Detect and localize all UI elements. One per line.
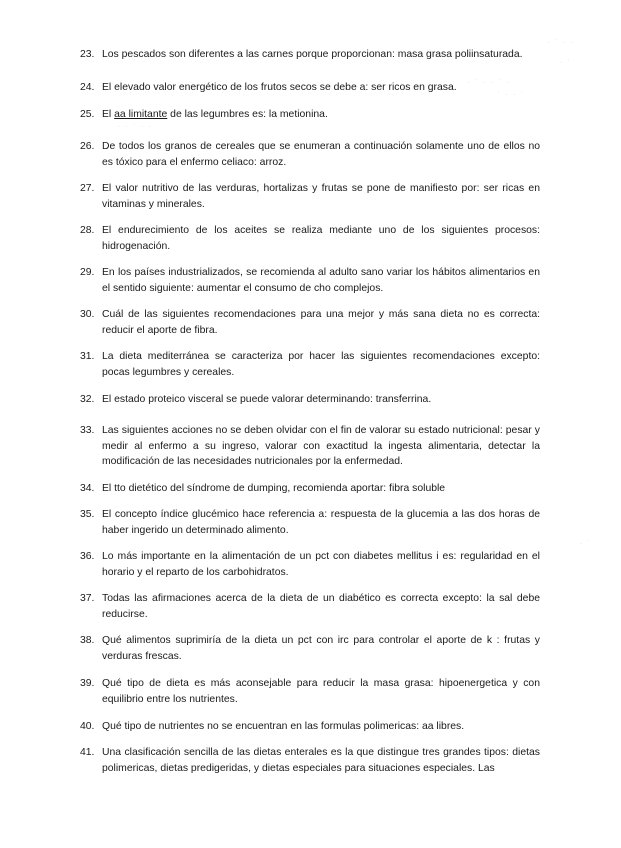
list-item: [80, 47, 540, 63]
scan-speck: · · ˙ · ·: [118, 124, 153, 130]
item-text: Cuál de las siguientes recomendaciones para una mejor y más sana dieta no es correcta: reducir el aporte de fibra.: [102, 309, 540, 336]
item-number: 23.: [80, 49, 95, 60]
scan-speck: · ˙ · · ˙ ·: [468, 80, 511, 86]
item-text: El valor nutritivo de las verduras, hortalizas y frutas se pone de manifiesto por: ser ricas en vitaminas y minerales.: [102, 183, 540, 210]
item-text: Todas las afirmaciones acerca de la dieta de un diabético es correcta excepto: la sal debe reducirse.: [102, 593, 540, 620]
item-text: De todos los granos de cereales que se enumeran a continuación solamente uno de ellos no es tóxico para el enfermo celiaco: arroz.: [102, 141, 540, 168]
list-item: [80, 139, 540, 170]
item-number: 29.: [80, 267, 95, 278]
item-text: Qué tipo de dieta es más aconsejable para reducir la masa grasa: hipoenergetica y con equilibrio entre los nutrientes.: [102, 678, 540, 705]
item-number: 24.: [80, 82, 95, 93]
item-text: Qué alimentos suprimiría de la dieta un pct con irc para controlar el aporte de k : frutas y verduras frescas.: [102, 635, 540, 662]
item-number: 37.: [80, 593, 95, 604]
item-number: 25.: [80, 109, 95, 120]
item-number: 34.: [80, 483, 95, 494]
item-text: El endurecimiento de los aceites se realiza mediante uno de los siguientes procesos: hidrogenación.: [102, 225, 540, 252]
item-text: [102, 107, 540, 123]
item-text: El concepto índice glucémico hace referencia a: respuesta de la glucemia a las dos horas de haber ingerido un determinado alimento.: [102, 509, 540, 536]
item-number: 27.: [80, 183, 95, 194]
list-item: [80, 745, 540, 776]
item-text: La dieta mediterránea se caracteriza por hacer las siguientes recomendaciones excepto: pocas legumbres y cereales.: [102, 351, 540, 378]
list-item: [80, 392, 540, 408]
list-item: [80, 107, 540, 123]
item-text: Las siguientes acciones no se deben olvidar con el fin de valorar su estado nutricional: pesar y medir al enfermo a su ingreso, valorar con exactitud la ingesta alimentaria, detectar la modificación de las necesidades nutricionales por la enfermedad.: [102, 425, 540, 468]
list-item: [80, 719, 540, 735]
item-text: El tto dietético del síndrome de dumping, recomienda aportar: fibra soluble: [102, 483, 446, 494]
item-text-post: de las legumbres es: la metionina.: [167, 109, 328, 120]
list-item: [80, 481, 540, 497]
underlined-term: aa limitante: [114, 109, 168, 120]
list-item: [80, 181, 540, 212]
list-item: [80, 349, 540, 380]
item-number: 41.: [80, 747, 95, 758]
scan-speck: · ˙: [560, 60, 572, 66]
item-text: En los países industrializados, se recomienda al adulto sano variar los hábitos alimentarios en el sentido siguiente: aumentar el consumo de cho complejos.: [102, 267, 540, 294]
item-number: 33.: [80, 425, 95, 436]
scan-speck: ˙ · · ˙: [498, 92, 525, 98]
item-number: 38.: [80, 635, 95, 646]
item-text: Una clasificación sencilla de las dietas enterales es la que distingue tres grandes tipos: dietas polimericas, dietas predigeridas, y dietas especiales para situaciones especiales. Las: [102, 747, 540, 774]
item-number: 28.: [80, 225, 95, 236]
item-text: Qué tipo de nutrientes no se encuentran en las formulas polimericas: aa libres.: [102, 721, 465, 732]
item-number: 36.: [80, 551, 95, 562]
item-number: 32.: [80, 394, 95, 405]
item-number: 35.: [80, 509, 95, 520]
list-item: [80, 633, 540, 664]
list-item: [80, 265, 540, 296]
scan-speck: · ˙ · ·: [548, 40, 575, 46]
list-item: [80, 676, 540, 707]
list-item: [80, 591, 540, 622]
item-text-pre: El: [102, 109, 115, 120]
item-text: Los pescados son diferentes a las carnes porque proporcionan: masa grasa poliinsaturada.: [102, 49, 523, 60]
list-item: [80, 549, 540, 580]
item-number: 39.: [80, 678, 95, 689]
item-number: 31.: [80, 351, 95, 362]
item-text: El elevado valor energético de los frutos secos se debe a: ser ricos en grasa.: [102, 82, 457, 93]
list-item: [80, 423, 540, 470]
item-text: Lo más importante en la alimentación de un pct con diabetes mellitus i es: regularidad en el horario y el reparto de los carbohidratos.: [102, 551, 540, 578]
item-number: 40.: [80, 721, 95, 732]
list-item: [80, 507, 540, 538]
scan-speck: · ˙: [580, 541, 592, 547]
list-item: [80, 223, 540, 254]
item-number: 30.: [80, 309, 95, 320]
item-number: 26.: [80, 141, 95, 152]
item-text: El estado proteico visceral se puede valorar determinando: transferrina.: [102, 394, 432, 405]
list-item: [80, 307, 540, 338]
